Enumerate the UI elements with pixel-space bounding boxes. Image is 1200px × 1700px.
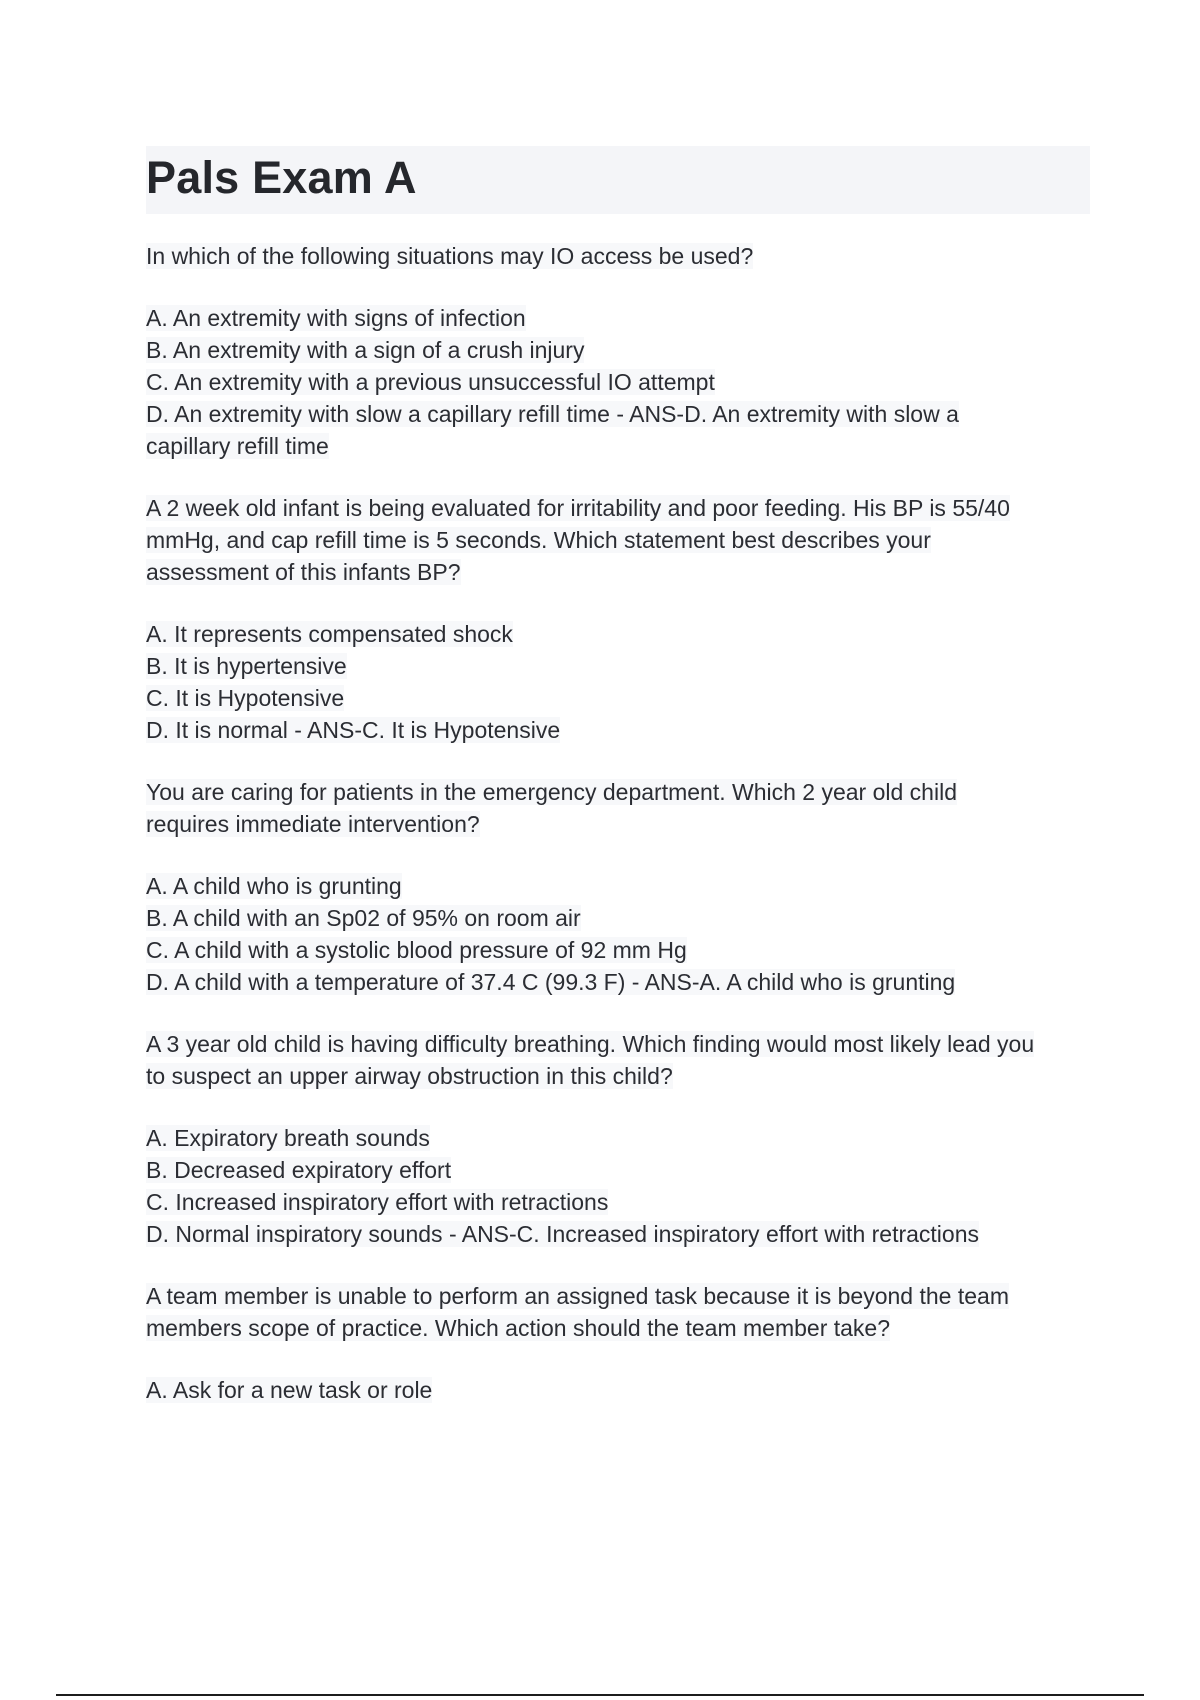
option-line: capillary refill time — [146, 433, 329, 459]
option-line: D. It is normal - ANS-C. It is Hypotensive — [146, 717, 561, 743]
option-line: C. A child with a systolic blood pressure of 92 mm Hg — [146, 937, 687, 963]
question-text: A 3 year old child is having difficulty breathing. Which finding would most likely lead you — [146, 1031, 1035, 1057]
question-block — [146, 492, 1090, 588]
option-line: D. A child with a temperature of 37.4 C (99.3 F) - ANS-A. A child who is grunting — [146, 969, 956, 995]
question-text: mmHg, and cap refill time is 5 seconds. Which statement best describes your — [146, 527, 931, 553]
question-text: assessment of this infants BP? — [146, 559, 461, 585]
answer-options — [146, 618, 1090, 746]
option-line: B. It is hypertensive — [146, 653, 347, 679]
question-text: A team member is unable to perform an assigned task because it is beyond the team — [146, 1283, 1009, 1309]
option-line: A. It represents compensated shock — [146, 621, 513, 647]
question-block — [146, 240, 1090, 272]
question-text: You are caring for patients in the emergency department. Which 2 year old child — [146, 779, 957, 805]
question-text: to suspect an upper airway obstruction in this child? — [146, 1063, 673, 1089]
question-text: A 2 week old infant is being evaluated for irritability and poor feeding. His BP is 55/40 — [146, 495, 1010, 521]
answer-options — [146, 302, 1090, 462]
option-line: A. Ask for a new task or role — [146, 1377, 433, 1403]
option-line: B. Decreased expiratory effort — [146, 1157, 452, 1183]
question-text: In which of the following situations may IO access be used? — [146, 243, 754, 269]
option-line: B. A child with an Sp02 of 95% on room air — [146, 905, 581, 931]
option-line: C. It is Hypotensive — [146, 685, 345, 711]
document-body — [146, 240, 1090, 1436]
question-text: requires immediate intervention? — [146, 811, 480, 837]
option-line: B. An extremity with a sign of a crush injury — [146, 337, 585, 363]
option-line: C. An extremity with a previous unsuccessful IO attempt — [146, 369, 715, 395]
page-title: Pals Exam A — [146, 152, 417, 203]
option-line: D. Normal inspiratory sounds - ANS-C. Increased inspiratory effort with retractions — [146, 1221, 979, 1247]
question-text: members scope of practice. Which action should the team member take? — [146, 1315, 891, 1341]
answer-options — [146, 1374, 1090, 1406]
title-bar — [146, 146, 1090, 214]
question-block — [146, 1280, 1090, 1344]
option-line: A. An extremity with signs of infection — [146, 305, 526, 331]
question-block — [146, 776, 1090, 840]
option-line: C. Increased inspiratory effort with retractions — [146, 1189, 609, 1215]
option-line: A. A child who is grunting — [146, 873, 402, 899]
page-bottom-rule — [56, 1694, 1144, 1696]
question-block — [146, 1028, 1090, 1092]
option-line: D. An extremity with slow a capillary refill time - ANS-D. An extremity with slow a — [146, 401, 959, 427]
answer-options — [146, 1122, 1090, 1250]
option-line: A. Expiratory breath sounds — [146, 1125, 430, 1151]
answer-options — [146, 870, 1090, 998]
